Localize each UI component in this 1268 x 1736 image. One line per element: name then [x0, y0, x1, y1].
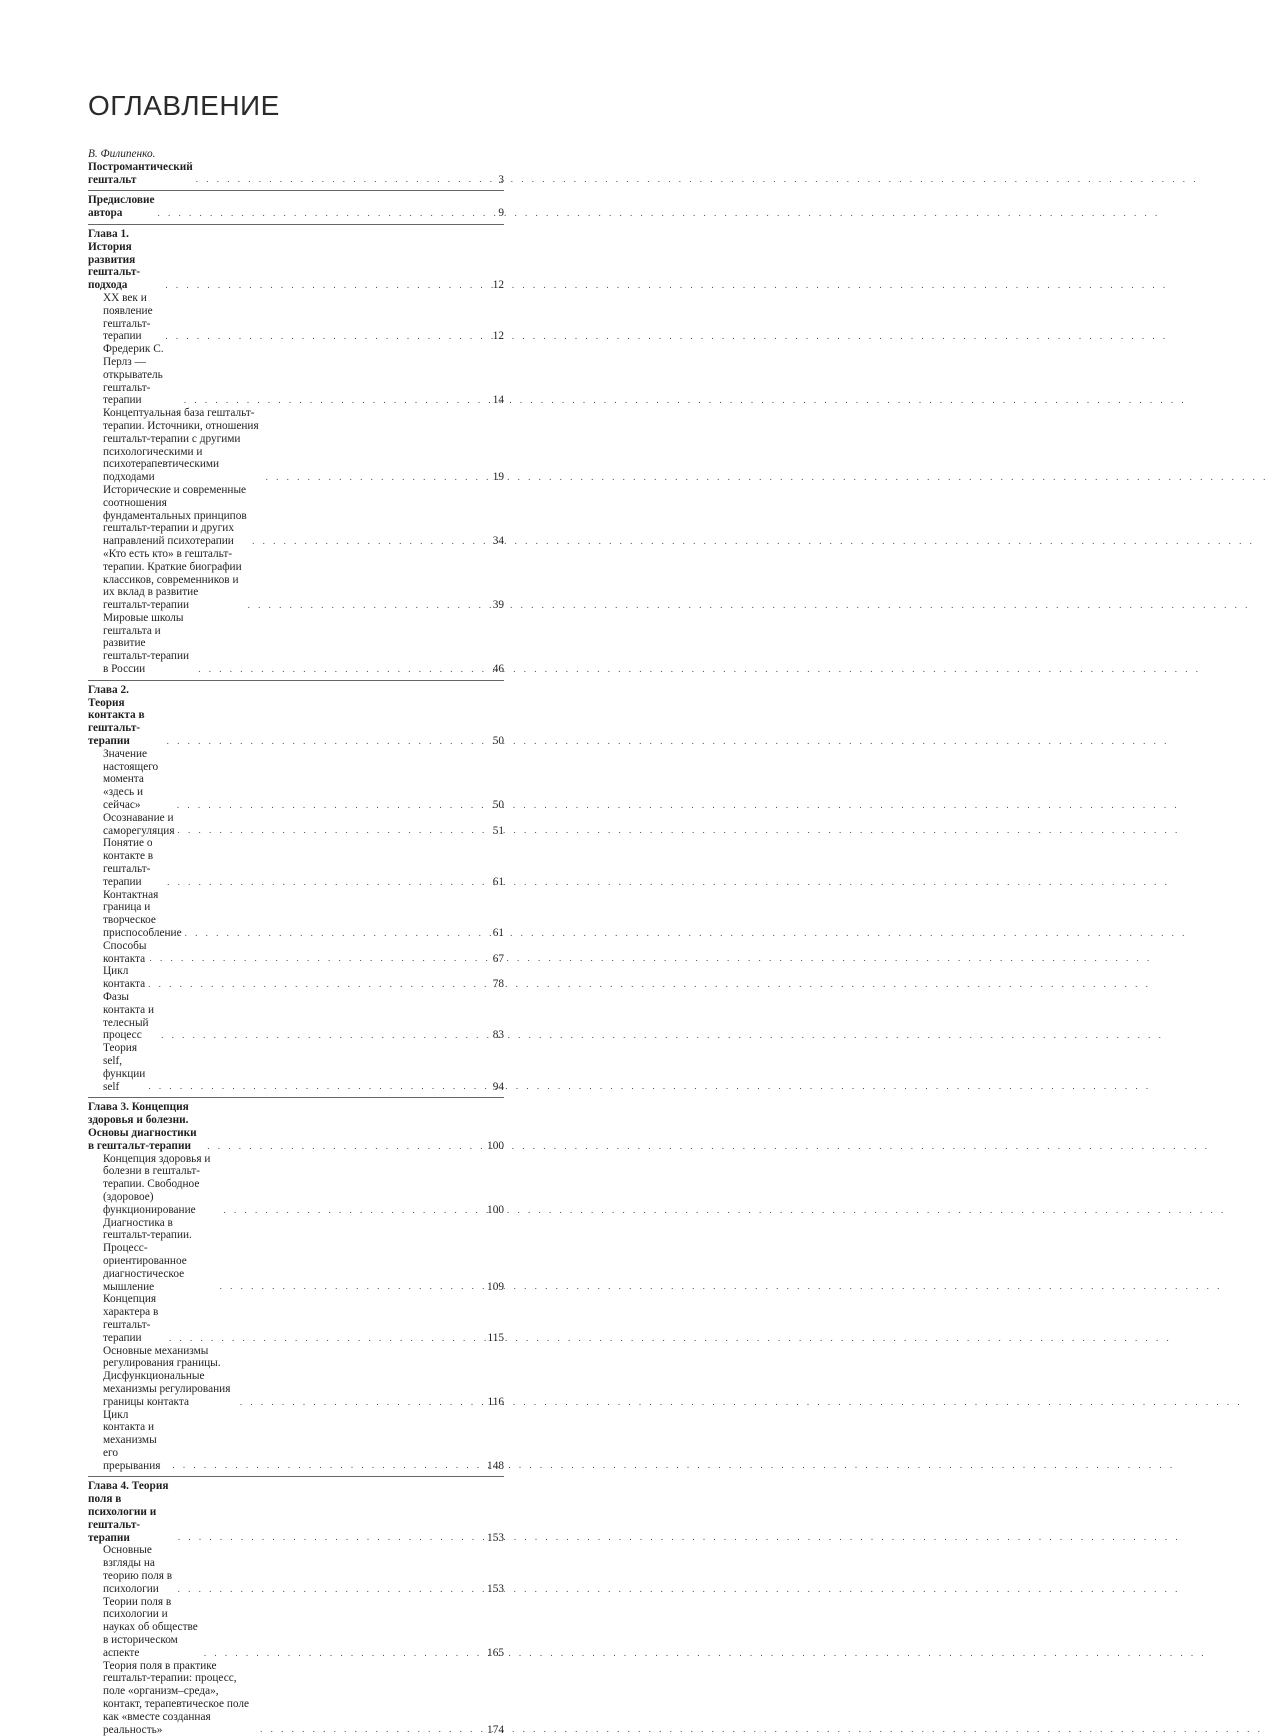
toc-entry-text: Цикл контакта [103, 965, 146, 991]
toc-entry-title [88, 148, 193, 186]
toc-entry-title [103, 1345, 237, 1409]
toc-page-number: 19 [492, 471, 504, 484]
dot-leader [196, 174, 487, 184]
toc-page-number: 100 [487, 1139, 504, 1152]
dot-leader [207, 1141, 484, 1151]
dot-leader [198, 664, 487, 674]
toc-entry-title [103, 407, 263, 484]
toc-page-number: 34 [492, 535, 504, 548]
toc-page-number: 14 [492, 394, 504, 407]
toc-entry-title [103, 548, 245, 612]
page-title: ОГЛАВЛЕНИЕ [88, 90, 280, 121]
toc-entry-title [103, 1042, 145, 1093]
toc-section-entry[interactable] [88, 1596, 504, 1660]
toc-section-entry[interactable] [88, 292, 504, 343]
dot-leader [172, 1460, 484, 1470]
toc-entry-title [103, 940, 147, 966]
dot-leader [178, 1532, 484, 1542]
toc-section-entry[interactable] [88, 1544, 504, 1595]
toc-entry-title [103, 1409, 169, 1473]
toc-entry-title [103, 1660, 257, 1736]
toc-entry-text: Глава 2. Теория контакта в гештальт-терапии [88, 683, 145, 748]
toc-page-number: 61 [492, 875, 504, 888]
dot-leader [161, 1030, 487, 1040]
toc-chapter-entry[interactable] [88, 684, 504, 748]
dot-leader [148, 979, 487, 989]
toc-page-number: 83 [492, 1029, 504, 1042]
dot-leader [169, 1333, 485, 1343]
toc-page-number: 116 [487, 1395, 504, 1408]
toc-page-number: 115 [487, 1331, 504, 1344]
toc-entry-title [88, 194, 155, 220]
toc-entry-title [103, 748, 174, 812]
toc-page-number: 50 [492, 735, 504, 748]
toc-section-entry[interactable] [88, 484, 504, 548]
toc-entry-title [103, 837, 164, 888]
toc-entry-text: Теории поля в психологии и науках об обществе в историческом аспекте [103, 1595, 198, 1659]
toc-entry-text: Диагностика в гештальт-терапии. Процесс-ориентированное диагностическое мышление [103, 1216, 192, 1293]
toc-entry-title [103, 965, 145, 991]
toc-entry-title [103, 292, 162, 343]
toc-section-entry[interactable] [88, 343, 504, 407]
toc-entry-text: Предисловие автора [88, 194, 155, 220]
toc-page-number: 12 [492, 279, 504, 292]
toc-page-number: 109 [487, 1280, 504, 1293]
toc-entry-text: Осознавание и саморегуляция [103, 811, 175, 837]
section-divider [88, 1476, 504, 1477]
toc-page-number: 12 [492, 330, 504, 343]
toc-page-number: 78 [492, 978, 504, 991]
toc-entry-text: «Кто есть кто» в гештальт-терапии. Краткие биографии классиков, современников и их вклад в развитие гештальт-терапии [103, 547, 242, 612]
toc-page-number: 67 [492, 952, 504, 965]
toc-entry-text: Контактная граница и творческое приспособление [103, 888, 182, 940]
toc-entry-text: Концептуальная база гештальт-терапии. Источники, отношения гештальт-терапии с другими психологическими и психотерапевтическими подходами [103, 407, 259, 484]
toc-page-number: 61 [492, 927, 504, 940]
dot-leader [167, 877, 487, 887]
dot-leader [184, 395, 487, 405]
section-divider [88, 1097, 504, 1098]
toc-entry-text: Фазы контакта и телесный процесс [103, 991, 154, 1042]
dot-leader [178, 825, 487, 835]
toc-section-entry[interactable] [88, 837, 504, 888]
toc-page-number: 148 [487, 1459, 504, 1472]
toc-entry-text: Глава 1. История развития гештальт-подхода [88, 227, 141, 292]
toc-entry-title [103, 889, 182, 940]
dot-leader [165, 331, 487, 341]
toc-entry-title [88, 1101, 204, 1152]
toc-section-entry[interactable] [88, 1042, 504, 1093]
toc-chapter-entry[interactable] [88, 1480, 504, 1544]
toc-page-number: 153 [487, 1531, 504, 1544]
toc-entry-title [103, 1596, 201, 1660]
section-divider [88, 190, 504, 191]
toc-entry-author: В. Филипенко. [88, 148, 156, 160]
toc-section-entry[interactable] [88, 965, 504, 991]
toc-entry-text: Цикл контакта и механизмы его прерывания [103, 1408, 161, 1472]
toc-section-entry[interactable] [88, 1409, 504, 1473]
toc-entry-text: Теория self, функции self [103, 1042, 146, 1093]
toc-section-entry[interactable] [88, 812, 504, 838]
toc-entry-title [103, 484, 249, 548]
toc-section-entry[interactable] [88, 407, 504, 484]
toc-page-number: 50 [492, 799, 504, 812]
dot-leader [150, 953, 487, 963]
toc-entry-text: Мировые школы гештальта и развитие гештальт-терапии в России [103, 611, 190, 676]
dot-leader [167, 736, 487, 746]
section-divider [88, 680, 504, 681]
toc-entry-text: Теория поля в практике гештальт-терапии: процесс, поле «организм–среда», контакт, терапевтическое поле как «вместе созданная реальность» [103, 1659, 250, 1736]
toc-page-number: 39 [492, 599, 504, 612]
toc-entry-text: Исторические и современные соотношения фундаментальных принципов гештальт-терапии и других направлений психотерапии [103, 483, 247, 548]
toc-entry-text: Значение настоящего момента «здесь и сейчас» [103, 747, 159, 812]
dot-leader [248, 600, 487, 610]
toc-section-entry[interactable] [88, 1660, 504, 1736]
dot-leader [266, 472, 487, 482]
toc-chapter-entry[interactable] [88, 194, 504, 220]
toc-entry-title [88, 228, 162, 292]
toc-entry-text: Основные взгляды на теорию поля в психологии [103, 1544, 173, 1595]
toc-section-entry[interactable] [88, 1153, 504, 1217]
toc-entry-text: Способы контакта [103, 939, 147, 965]
toc-page-number: 165 [487, 1646, 504, 1659]
dot-leader [148, 1081, 487, 1091]
dot-leader [260, 1724, 484, 1734]
toc-entry-title [103, 1153, 221, 1217]
toc-entry-title [88, 684, 164, 748]
toc-entry-title [88, 1480, 175, 1544]
toc-entry-title [103, 1544, 175, 1595]
section-divider [88, 224, 504, 225]
toc-section-entry[interactable] [88, 548, 504, 612]
toc-chapter-entry[interactable] [88, 228, 504, 292]
dot-leader [220, 1281, 484, 1291]
table-of-contents [88, 148, 504, 1736]
toc-entry-text: Глава 3. Концепция здоровья и болезни. Основы диагностики в гештальт-терапии [88, 1101, 197, 1152]
toc-entry-title [103, 991, 158, 1042]
toc-entry-text: Постромантический гештальт [88, 160, 193, 186]
toc-page-number: 3 [498, 173, 504, 186]
toc-section-entry[interactable] [88, 1217, 504, 1294]
toc-entry-title [103, 812, 175, 838]
dot-leader [224, 1205, 485, 1215]
toc-entry-title [103, 1293, 166, 1344]
toc-section-entry[interactable] [88, 1293, 504, 1344]
dot-leader [177, 800, 487, 810]
toc-section-entry[interactable] [88, 612, 504, 676]
toc-entry-text: Глава 4. Теория поля в психологии и гештальт-терапии [88, 1480, 169, 1544]
toc-page-number: 51 [492, 824, 504, 837]
toc-entry-text: Основные механизмы регулирования границы. Дисфункциональные механизмы регулирования границы контакта [103, 1344, 231, 1408]
toc-section-entry[interactable] [88, 889, 504, 940]
toc-page-number: 9 [498, 207, 504, 220]
toc-entry-title [103, 1217, 217, 1294]
toc-entry-text: Понятие о контакте в гештальт-терапии [103, 837, 154, 888]
dot-leader [252, 536, 487, 546]
dot-leader [185, 928, 487, 938]
dot-leader [178, 1584, 484, 1594]
toc-entry-title [103, 343, 181, 407]
toc-page-number: 174 [487, 1723, 504, 1736]
dot-leader [240, 1397, 485, 1407]
dot-leader [165, 280, 487, 290]
toc-entry-text: XX век и появление гештальт-терапии [103, 291, 153, 343]
toc-entry-text: Фредерик С. Перлз — открыватель гештальт-терапии [103, 343, 164, 407]
toc-section-entry[interactable] [88, 940, 504, 966]
toc-entry-text: Концепция характера в гештальт-терапии [103, 1293, 159, 1344]
toc-page-number: 94 [492, 1080, 504, 1093]
toc-entry-text: Концепция здоровья и болезни в гештальт-терапии. Свободное (здоровое) функционирование [103, 1152, 211, 1216]
dot-leader [204, 1648, 484, 1658]
toc-page-number: 46 [492, 663, 504, 676]
toc-section-entry[interactable] [88, 748, 504, 812]
toc-page-number: 100 [487, 1203, 504, 1216]
toc-section-entry[interactable] [88, 991, 504, 1042]
toc-section-entry[interactable] [88, 1345, 504, 1409]
dot-leader [158, 208, 487, 218]
toc-chapter-entry[interactable] [88, 148, 504, 186]
toc-chapter-entry[interactable] [88, 1101, 504, 1152]
toc-entry-title [103, 612, 195, 676]
toc-page-number: 153 [487, 1582, 504, 1595]
